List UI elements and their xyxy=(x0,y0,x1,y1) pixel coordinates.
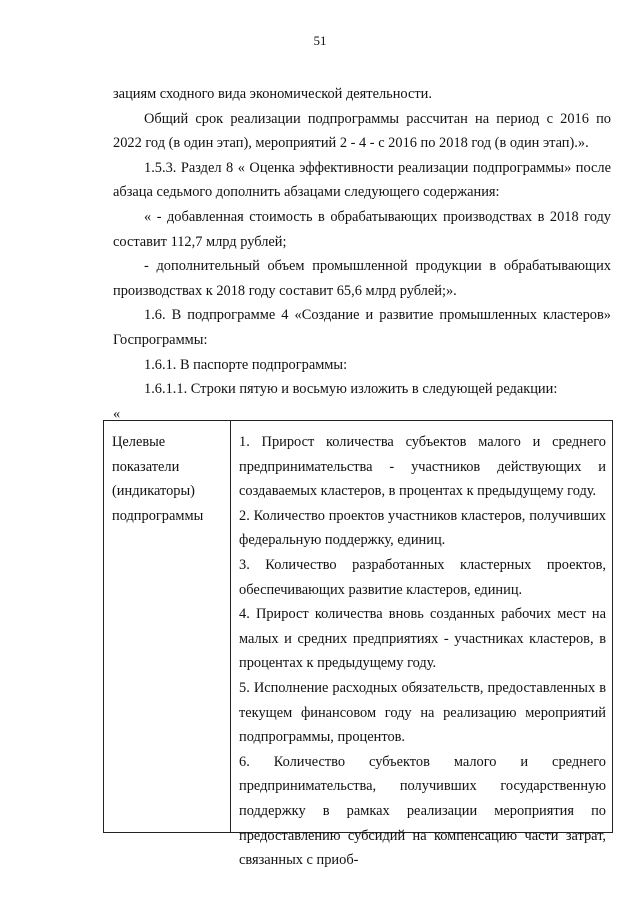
indicators-table xyxy=(103,420,613,869)
indicator-item: 2. Количество проектов участников кластеров, получивших федеральную поддержку, единиц. xyxy=(239,507,606,549)
paragraph-continuation: зациям сходного вида экономической деятельности. xyxy=(113,86,432,102)
table-label-cell xyxy=(104,421,231,832)
indicator-item: 1. Прирост количества субъектов малого и среднего предпринимательства - участников действующих и создаваемых кластеров, в процентах к предыдущему году. xyxy=(239,434,606,500)
paragraph-program-term: Общий срок реализации подпрограммы рассчитан на период с 2016 по 2022 год (в один этап), мероприятий 2 - 4 - с 2016 по 2018 год (в один этап).». xyxy=(113,110,611,152)
indicator-item: 5. Исполнение расходных обязательств, предоставленных в текущем финансовом году на реализацию мероприятий подпрограммы, процентов. xyxy=(239,679,606,746)
paragraph-added-value: « - добавленная стоимость в обрабатывающих производствах в 2018 году составит 112,7 млрд рублей; xyxy=(113,208,611,250)
table-label-text: Целевые показатели (индикаторы) подпрограммы xyxy=(112,434,204,524)
table-content-cell xyxy=(231,421,612,869)
indicator-item: 6. Количество субъектов малого и среднего предпринимательства, получивших государственную поддержку в рамках реализации мероприятия по предоставлению субсидий на компенсацию части затрат, связанных с приоб- xyxy=(239,753,606,869)
paragraph-subprogram-4: 1.6. В подпрограмме 4 «Создание и развитие промышленных кластеров» Госпрограммы: xyxy=(113,307,611,348)
document-body xyxy=(113,82,611,426)
page-number: 51 xyxy=(313,33,327,48)
opening-quote: « xyxy=(113,405,121,422)
indicator-item: 3. Количество разработанных кластерных проектов, обеспечивающих развитие кластеров, единиц. xyxy=(239,556,606,598)
paragraph-passport: 1.6.1. В паспорте подпрограммы: xyxy=(144,356,348,373)
paragraph-additional-output: - дополнительный объем промышленной продукции в обрабатывающих производствах к 2018 году составит 65,6 млрд рублей;». xyxy=(113,258,611,299)
paragraph-section-8-amendment: 1.5.3. Раздел 8 « Оценка эффективности реализации подпрограммы» после абзаца седьмого дополнить абзацами следующего содержания: xyxy=(113,159,611,201)
paragraph-rows-edit: 1.6.1.1. Строки пятую и восьмую изложить в следующей редакции: xyxy=(144,381,558,398)
indicator-item: 4. Прирост количества вновь созданных рабочих мест на малых и средних предприятиях - участниках кластеров, в процентах к предыдущему году. xyxy=(239,606,606,672)
